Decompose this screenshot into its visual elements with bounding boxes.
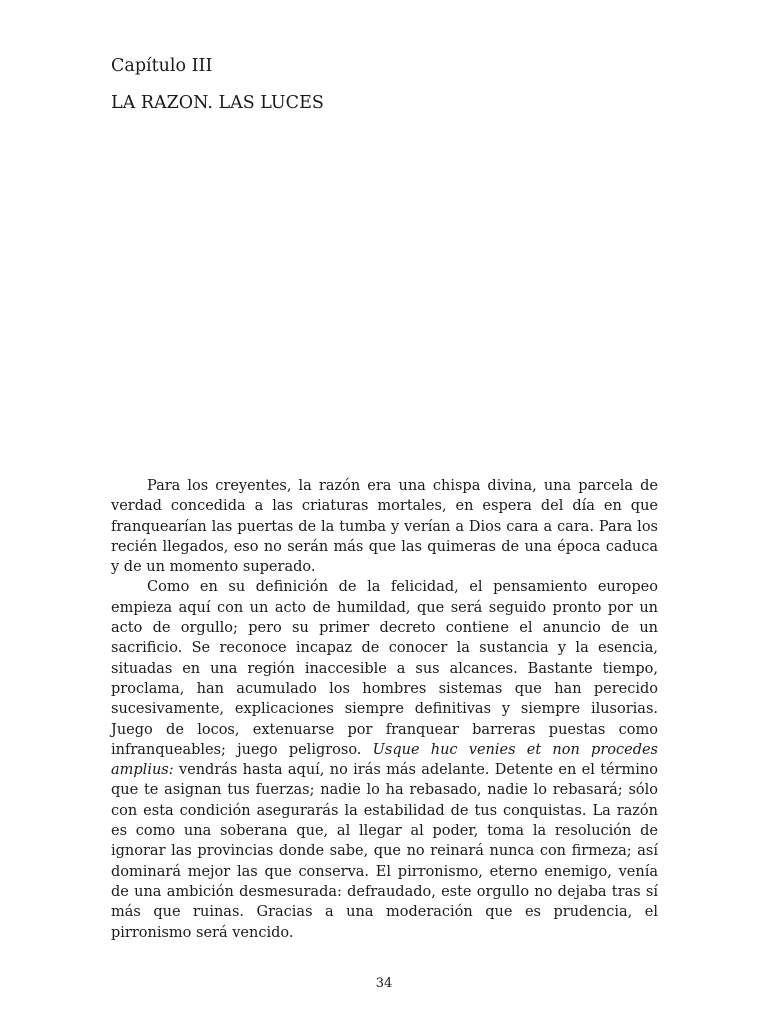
paragraph-2-start: Como en su definición de la felicidad, el pensamiento europeo empieza aquí con un acto de humildad, que será seguido pronto por un acto de orgullo; pero su primer decreto contiene el anuncio de un sacrificio. Se reconoce incapaz de conocer la sustancia y la esencia, situadas en una región inaccesible a sus alcances. Bastante tiempo, proclama, han acumulado los hombres sistemas que han perecido sucesivamente, explicaciones siempre definitivas y siempre ilusorias. Juego de locos, extenuarse por franquear barreras puestas como infranqueables; juego peligroso. [111, 579, 658, 758]
latin-quote: Usque huc venies et non procedes amplius: [111, 741, 658, 779]
paragraph-2 [111, 577, 658, 942]
page-number: 34 [375, 976, 393, 991]
paragraph-2-end: vendrás hasta aquí, no irás más adelante. Detente en el término que te asignan tus fuerzas; nadie lo ha rebasado, nadie lo rebasará; sólo con esta condición asegurarás la estabilidad de tus conquistas. La razón es como una soberana que, al llegar al poder, toma la resolución de ignorar las provincias donde sabe, que no reinará nunca con firmeza; así dominará mejor las que conserva. El pirronismo, eterno enemigo, venía de una ambición desmesurada: defraudado, este orgullo no dejaba tras sí más que ruinas. Gracias a una moderación que es prudencia, el pirronismo será vencido. [111, 762, 658, 941]
chapter-number: Capítulo III [111, 56, 213, 76]
paragraph-1: Para los creyentes, la razón era una chispa divina, una parcela de verdad concedida a las criaturas mortales, en espera del día en que franquearían las puertas de la tumba y verían a Dios cara a cara. Para los recién llegados, eso no serán más que las quimeras de una época caduca y de un momento superado. [111, 478, 658, 576]
chapter-title: LA RAZON. LAS LUCES [111, 93, 324, 113]
body-text [111, 476, 658, 943]
